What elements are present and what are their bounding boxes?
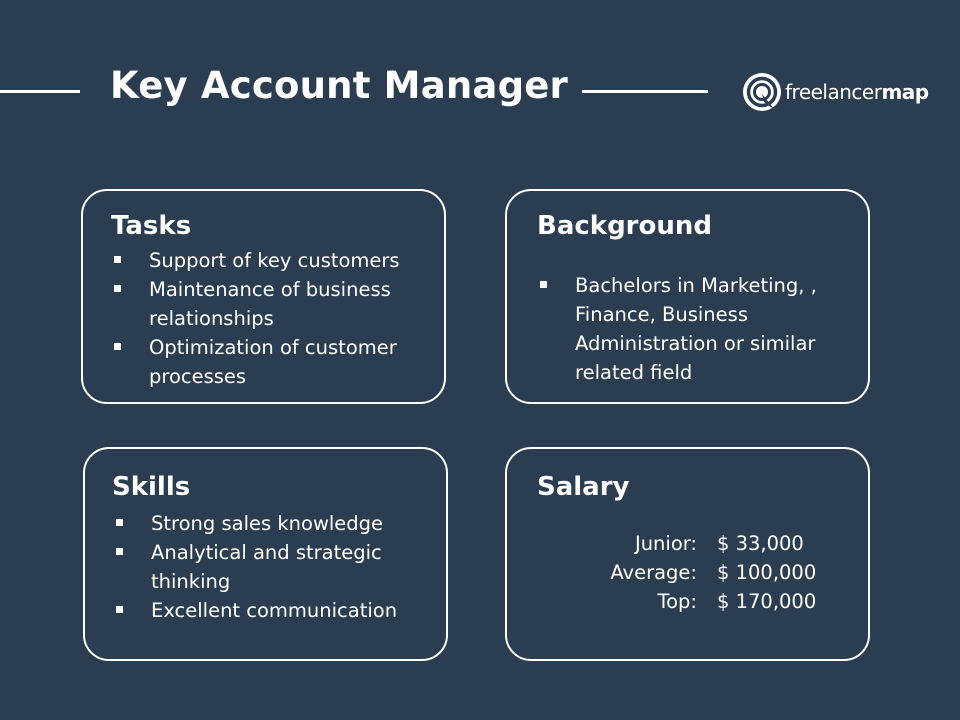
salary-row-average [537,558,816,587]
salary-value: $ 33,000 [717,532,804,555]
title-rule-right [582,90,708,93]
list-item [111,246,431,275]
salary-label: Junior: [634,532,697,555]
logo-text-regular: freelancer [785,80,882,104]
list-item [113,538,433,596]
bullet-square-icon [116,519,123,526]
tasks-card [81,189,446,404]
salary-card [505,447,870,661]
list-item-text: Optimization of customer processes [149,336,397,388]
freelancermap-logo [742,70,942,114]
salary-label: Average: [610,561,697,584]
salary-row-junior [537,529,816,558]
list-item [537,271,852,387]
list-item-text: Bachelors in Marketing, , Finance, Business Administration or similar related field [575,274,817,384]
skills-title: Skills [112,472,191,502]
skills-card [83,447,448,661]
bullet-square-icon [114,343,121,350]
logo-wordmark [785,80,929,104]
list-item [111,333,431,391]
background-card [505,189,870,404]
salary-label: Top: [657,590,697,613]
bullet-square-icon [116,606,123,613]
title-rule-left [0,90,80,93]
page-title: Key Account Manager [110,64,569,107]
list-item [111,275,431,333]
bullet-square-icon [114,285,121,292]
skills-list [113,509,433,625]
salary-title: Salary [537,472,630,502]
list-item-text: Strong sales knowledge [151,512,384,535]
background-title: Background [537,211,712,241]
salary-value: $ 100,000 [717,561,817,584]
list-item-text: Excellent communication [151,599,398,622]
bullet-square-icon [116,548,123,555]
list-item-text: Support of key customers [149,249,400,272]
bullet-square-icon [540,281,547,288]
freelancermap-logo-icon [742,72,782,112]
salary-table [537,529,816,616]
tasks-list [111,246,431,391]
salary-value: $ 170,000 [717,590,817,613]
list-item [113,596,433,625]
background-list [537,271,852,387]
tasks-title: Tasks [111,211,192,241]
salary-row-top [537,587,816,616]
list-item-text: Analytical and strategic thinking [151,541,382,593]
list-item-text: Maintenance of business relationships [149,278,391,330]
logo-text-bold: map [881,80,929,104]
list-item [113,509,433,538]
bullet-square-icon [114,256,121,263]
